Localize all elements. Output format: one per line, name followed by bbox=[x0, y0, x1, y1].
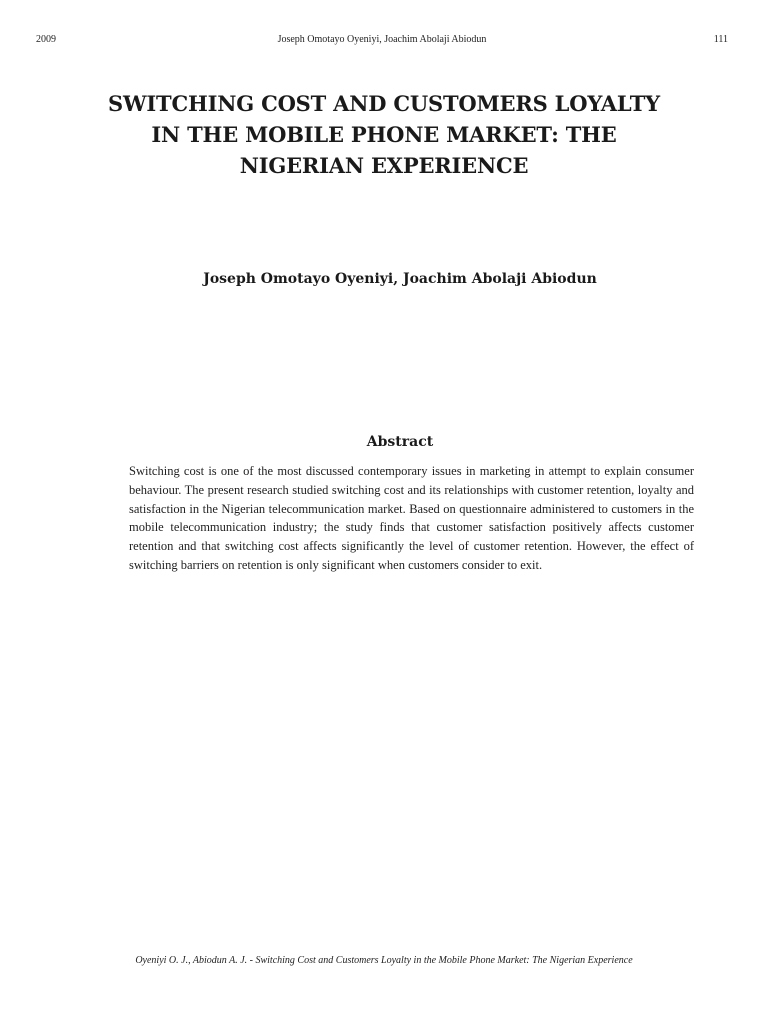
abstract-text: Switching cost is one of the most discussed contemporary issues in marketing in attempt to explain consumer behaviour. The present research studied switching cost and its relationships with customer retention, loyalty and satisfaction in the Nigerian telecommunication market. Based on questionnaire administered to customers in the mobile telecommunication industry; the study finds that customer satisfaction positively affects customer retention and that switching cost affects significantly the level of customer retention. However, the effect of switching barriers on retention is only significant when customers consider to exit. bbox=[129, 464, 694, 572]
paper-title: SWITCHING COST AND CUSTOMERS LOYALTY IN THE MOBILE PHONE MARKET: THE NIGERIAN EXPERIENCE bbox=[108, 91, 660, 178]
header-year: 2009 bbox=[36, 34, 56, 45]
paper-authors: Joseph Omotayo Oyeniyi, Joachim Abolaji Abiodun bbox=[203, 271, 597, 287]
running-header bbox=[36, 34, 728, 48]
abstract-heading: Abstract bbox=[366, 434, 434, 450]
running-footer: Oyeniyi O. J., Abiodun A. J. - Switching Cost and Customers Loyalty in the Mobile Phone Market: The Nigerian Experience bbox=[135, 955, 633, 966]
header-authors: Joseph Omotayo Oyeniyi, Joachim Abolaji Abiodun bbox=[277, 34, 487, 45]
page-number: 111 bbox=[713, 34, 728, 45]
